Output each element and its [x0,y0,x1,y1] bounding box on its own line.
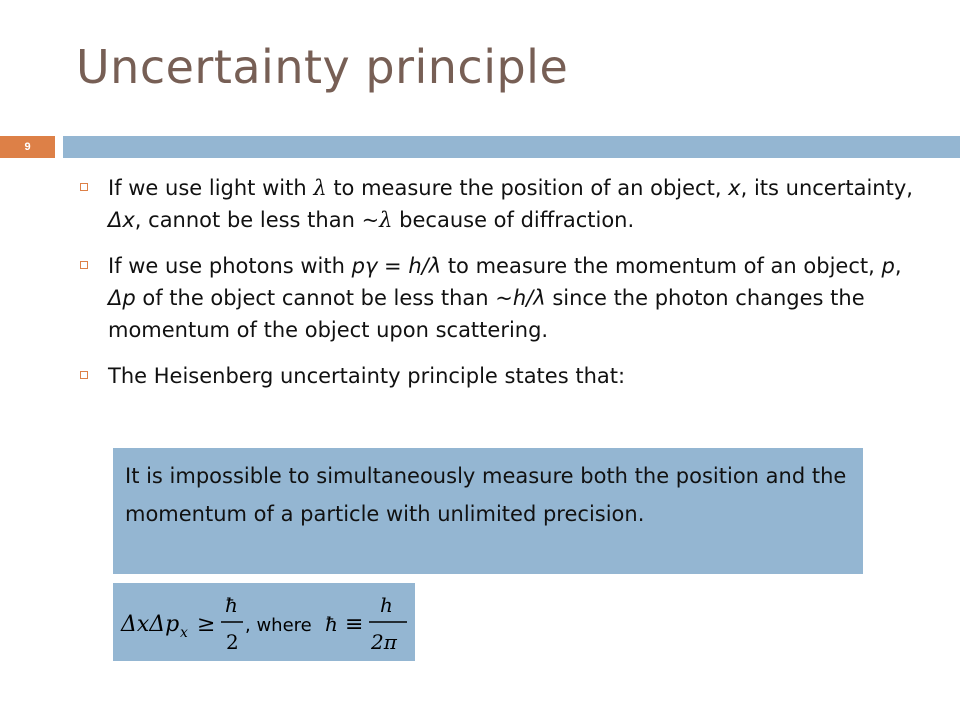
slide-number: 9 [0,136,55,158]
formula-two: 2 [226,630,239,654]
square-bullet-icon [80,371,88,379]
header-band [63,136,960,158]
square-bullet-icon [80,183,88,191]
formula-hbar-2: ħ [325,612,338,636]
definition-box: It is impossible to simultaneously measure both the position and the momentum of a particle with unlimited precision. [113,448,863,574]
formula-where: , where [245,615,312,636]
formula-hbar: ħ [225,593,238,617]
uncertainty-formula [113,583,415,661]
formula-h: h [380,593,393,617]
formula-relation: ≥ [197,612,216,637]
formula-two-pi: 2π [371,630,397,654]
bullet-heisenberg: The Heisenberg uncertainty principle states that: [80,360,920,392]
formula-subscript: x [180,625,188,641]
bullet-list [80,172,920,406]
formula-equiv: ≡ [345,612,364,637]
slide-title: Uncertainty principle [76,40,569,94]
square-bullet-icon [80,261,88,269]
bullet-light-position: If we use light with λ to measure the position of an object, x, its uncertainty, Δx, cannot be less than ~λ because of diffraction. [80,172,920,236]
formula-graphic [113,583,415,661]
formula-lhs: ΔxΔp [121,612,180,637]
bullet-photon-momentum: If we use photons with pγ = h/λ to measure the momentum of an object, p, Δp of the object cannot be less than ~h/λ since the photon changes the momentum of the object upon scattering. [80,250,920,346]
